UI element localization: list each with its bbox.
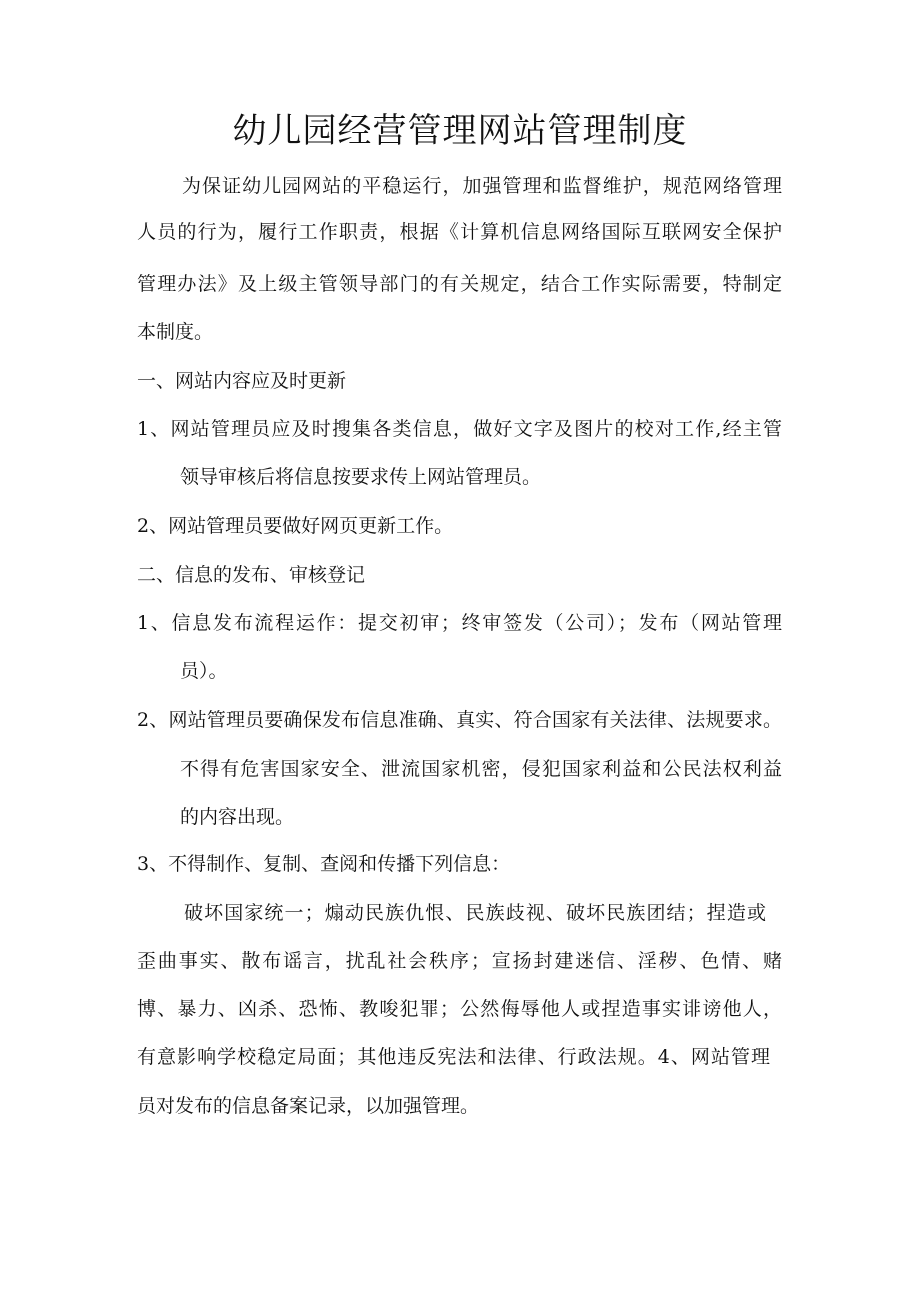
section-1-item-2: 2、网站管理员要做好网页更新工作。: [137, 515, 454, 537]
section-2-item-3-detail-line-5: 员对发布的信息备案记录，以加强管理。: [137, 1095, 480, 1117]
section-2-item-3-detail-line-1: 破坏国家统一；煽动民族仇恨、民族歧视、破坏民族团结；捏造或: [184, 902, 766, 924]
section-1-item-1-line-1: 1、网站管理员应及时搜集各类信息，做好文字及图片的校对工作,经主管: [137, 418, 782, 440]
section-2-item-3: 3、不得制作、复制、查阅和传播下列信息：: [137, 853, 511, 875]
intro-line-1: 为保证幼儿园网站的平稳运行，加强管理和监督维护，规范网络管理: [182, 175, 782, 197]
section-2-item-3-detail-line-4: 有意影响学校稳定局面；其他违反宪法和法律、行政法规。4、网站管理: [137, 1046, 770, 1068]
section-2-item-2-line-2: 不得有危害国家安全、泄流国家机密，侵犯国家利益和公民法权利益: [180, 758, 782, 780]
intro-line-4: 本制度。: [137, 321, 214, 343]
section-2-item-1-line-2: 员）。: [180, 660, 228, 682]
section-2-item-3-detail-line-2: 歪曲事实、散布谣言，扰乱社会秩序；宣扬封建迷信、淫秽、色情、赌: [137, 950, 782, 972]
section-2-item-2-line-3: 的内容出现。: [180, 806, 295, 828]
section-1-heading: 一、网站内容应及时更新: [137, 370, 347, 392]
section-2-item-2-line-1: 2、网站管理员要确保发布信息准确、真实、符合国家有关法律、法规要求。: [137, 709, 782, 731]
intro-line-2: 人员的行为，履行工作职责，根据《计算机信息网络国际互联网安全保护: [137, 221, 782, 243]
section-2-item-3-detail-line-3: 博、暴力、凶杀、恐怖、教唆犯罪；公然侮辱他人或捏造事实诽谤他人，: [137, 998, 782, 1020]
section-1-item-1-line-2: 领导审核后将信息按要求传上网站管理员。: [180, 466, 542, 488]
section-2-heading: 二、信息的发布、审核登记: [137, 564, 366, 586]
section-2-item-1-line-1: 1、信息发布流程运作：提交初审；终审签发（公司）；发布（网站管理: [137, 612, 782, 634]
intro-line-3: 管理办法》及上级主管领导部门的有关规定，结合工作实际需要，特制定: [137, 273, 782, 295]
document-title: 幼儿园经营管理网站管理制度: [232, 111, 688, 151]
